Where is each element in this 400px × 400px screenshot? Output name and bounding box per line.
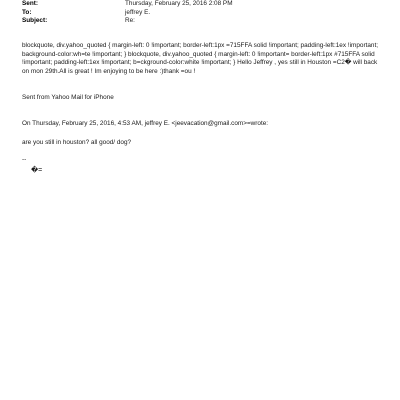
to-label: To:	[22, 8, 32, 16]
email-header	[22, 0, 342, 26]
sent-label: Sent:	[22, 0, 38, 7]
quoted-message: are you still in houston? all good/ dog?	[22, 139, 132, 146]
sent-value: Thursday, February 25, 2016 2:08 PM	[125, 0, 233, 7]
garbled-character: �=	[31, 167, 43, 174]
subject-value: Re:	[125, 17, 135, 24]
quote-header: On Thursday, February 25, 2016, 4:53 AM, jeffrey E. <jeevacation@gmail.com>=wrote:	[22, 120, 269, 127]
message-body-paragraph: blockquote, div.yahoo_quoted { margin-left: 0 !important; border-left:1px =715FFA solid !important; padding-left:1ex !important; background-color:wh=te !important; } blockquote, div.yahoo_quoted { margin-left: 0 !important= border-left:1px #715FFA solid !important; padding-left:1ex !important; b=ckground-color:white !important; } Hello Jeffrey , yes still in Houston =C2� will back on mon 29th.All is great ! Im enjoying to be here :)thank =ou !	[22, 42, 379, 75]
subject-row	[22, 17, 342, 26]
to-value: jeffrey E.	[125, 8, 151, 16]
sent-row	[22, 0, 342, 9]
to-row	[22, 9, 342, 18]
subject-label: Subject:	[22, 17, 48, 24]
separator-line: --	[22, 156, 27, 163]
email-signature: Sent from Yahoo Mail for iPhone	[22, 94, 114, 101]
